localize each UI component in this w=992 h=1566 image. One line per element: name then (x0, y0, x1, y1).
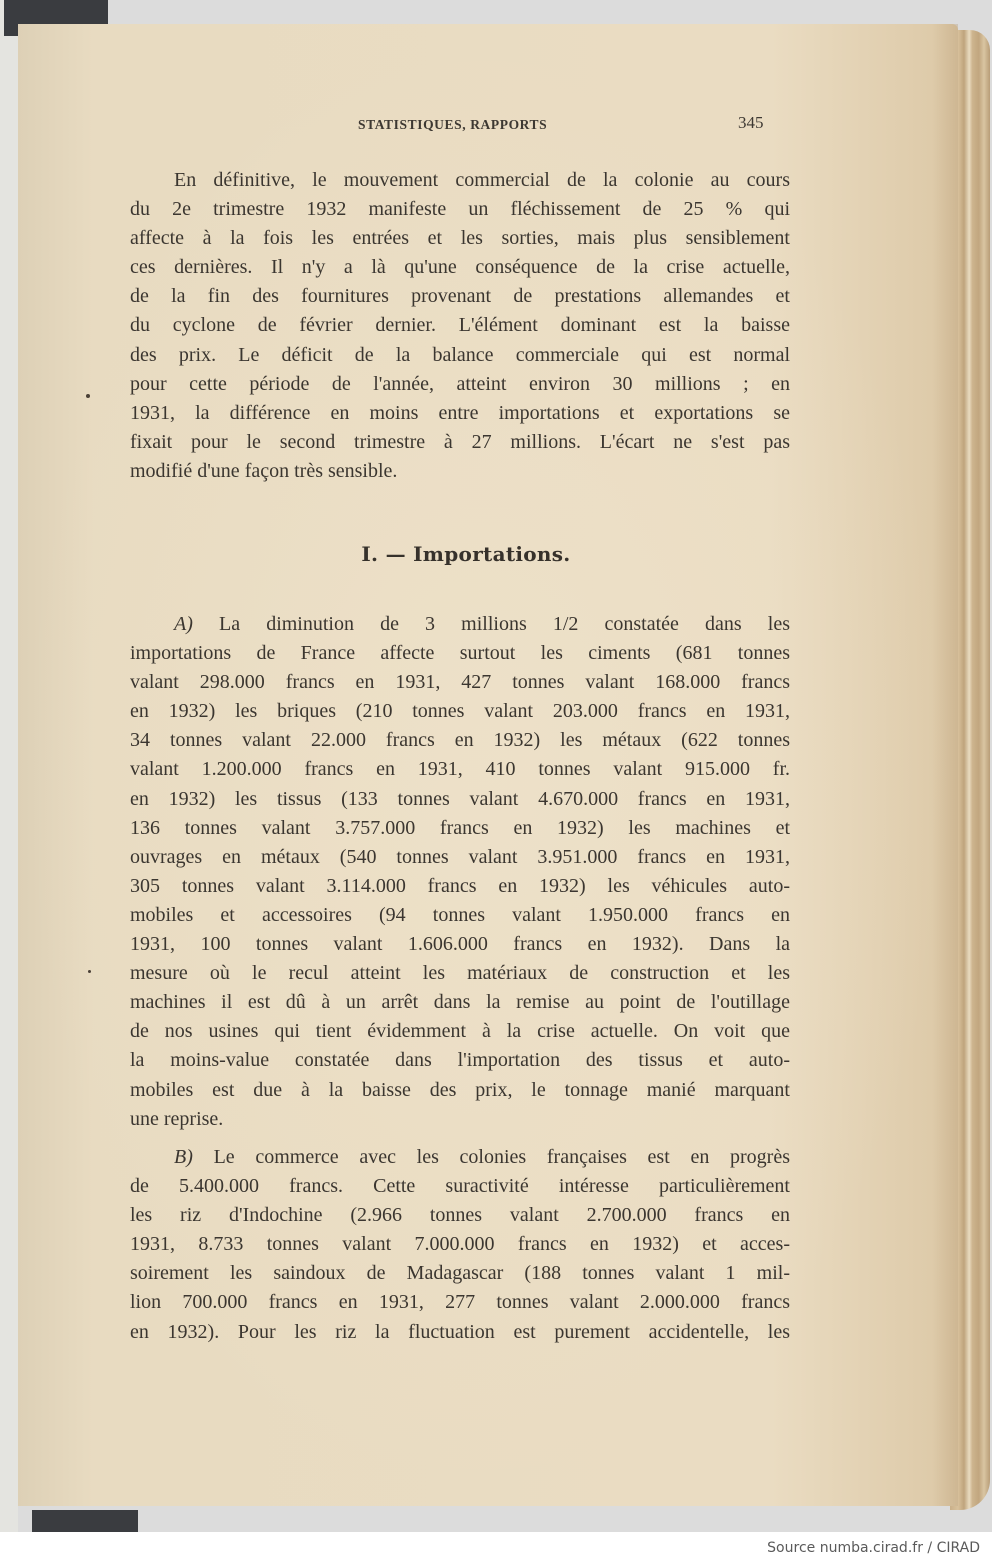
running-title: STATISTIQUES, RAPPORTS (358, 117, 548, 132)
text-line: 305 tonnes valant 3.114.000 francs en 1932) les véhicules auto- (130, 874, 790, 897)
text-line: les riz d'Indochine (2.966 tonnes valant 2.700.000 francs en (130, 1204, 790, 1227)
section-heading: I. — Importations. (361, 542, 571, 566)
text-line: en 1932) les briques (210 tonnes valant 203.000 francs en 1931, (130, 700, 790, 723)
text-fragment: La diminution de 3 millions 1/2 constatée dans les (192, 613, 790, 635)
text-line: ouvrages en métaux (540 tonnes valant 3.951.000 francs en 1931, (130, 845, 790, 868)
text-line: 136 tonnes valant 3.757.000 francs en 1932) les machines et (130, 816, 790, 839)
text-fragment: Le commerce avec les colonies françaises est en progrès (192, 1146, 790, 1168)
text-line: des prix. Le déficit de la balance commerciale qui est normal (130, 343, 790, 366)
section-b-paragraph (130, 1143, 790, 1347)
text-line: la moins-value constatée dans l'importation des tissus et auto- (130, 1049, 790, 1072)
text-line: de la fin des fournitures provenant de prestations allemandes et (130, 285, 790, 308)
source-caption: Source numba.cirad.fr / CIRAD (767, 1540, 980, 1556)
text-line (130, 1143, 790, 1172)
text-line: ces dernières. Il n'y a là qu'une conséquence de la crise actuelle, (130, 256, 790, 279)
text-line: machines il est dû à un arrêt dans la remise au point de l'outillage (130, 991, 790, 1014)
book-page (18, 24, 958, 1506)
text-line: fixait pour le second trimestre à 27 millions. L'écart ne s'est pas (130, 430, 790, 453)
text-line: valant 298.000 francs en 1931, 427 tonnes valant 168.000 francs (130, 671, 790, 694)
text-line: valant 1.200.000 francs en 1931, 410 tonnes valant 915.000 fr. (130, 758, 790, 781)
intro-paragraph (130, 166, 790, 486)
text-line: pour cette période de l'année, atteint environ 30 millions ; en (130, 372, 790, 395)
text-line: mesure où le recul atteint les matériaux de construction et les (130, 962, 790, 985)
section-marker: B) (174, 1146, 193, 1168)
text-line: modifié d'une façon très sensible. (130, 459, 398, 482)
text-line: 1931, la différence en moins entre importations et exportations se (130, 401, 790, 424)
text-line: 1931, 100 tonnes valant 1.606.000 francs en 1932). Dans la (130, 933, 790, 956)
section-marker: A) (174, 613, 193, 635)
text-line: 34 tonnes valant 22.000 francs en 1932) les métaux (622 tonnes (130, 729, 790, 752)
scan-dark-corner-bottom (32, 1510, 138, 1532)
text-line: affecte à la fois les entrées et les sorties, mais plus sensiblement (130, 227, 790, 250)
running-head (18, 113, 958, 147)
text-line: mobiles et accessoires (94 tonnes valant 1.950.000 francs en (130, 903, 790, 926)
text-line (130, 610, 790, 639)
paper-speck (86, 394, 90, 398)
text-line: du cyclone de février dernier. L'élément dominant est la baisse (130, 314, 790, 337)
text-line: 1931, 8.733 tonnes valant 7.000.000 francs en 1932) et acces- (130, 1233, 790, 1256)
text-line: une reprise. (130, 1107, 224, 1130)
paper-speck (88, 970, 91, 973)
text-line: en 1932). Pour les riz la fluctuation est purement accidentelle, les (130, 1320, 790, 1343)
page-number: 345 (738, 113, 764, 132)
text-line: lion 700.000 francs en 1931, 277 tonnes valant 2.000.000 francs (130, 1291, 790, 1314)
text-line: du 2e trimestre 1932 manifeste un fléchissement de 25 % qui (130, 198, 790, 221)
text-line: soirement les saindoux de Madagascar (188 tonnes valant 1 mil- (130, 1262, 790, 1285)
scan-left-margin (0, 0, 18, 1532)
text-line: de nos usines qui tient évidemment à la crise actuelle. On voit que (130, 1020, 790, 1043)
text-line: En définitive, le mouvement commercial de la colonie au cours (174, 169, 790, 191)
text-line: mobiles est due à la baisse des prix, le tonnage manié marquant (130, 1078, 790, 1101)
text-line: importations de France affecte surtout les ciments (681 tonnes (130, 642, 790, 665)
page-shadow (932, 24, 958, 1506)
section-a-paragraph (130, 610, 790, 1134)
text-line: de 5.400.000 francs. Cette suractivité intéresse particulièrement (130, 1175, 790, 1198)
text-line: en 1932) les tissus (133 tonnes valant 4.670.000 francs en 1931, (130, 787, 790, 810)
